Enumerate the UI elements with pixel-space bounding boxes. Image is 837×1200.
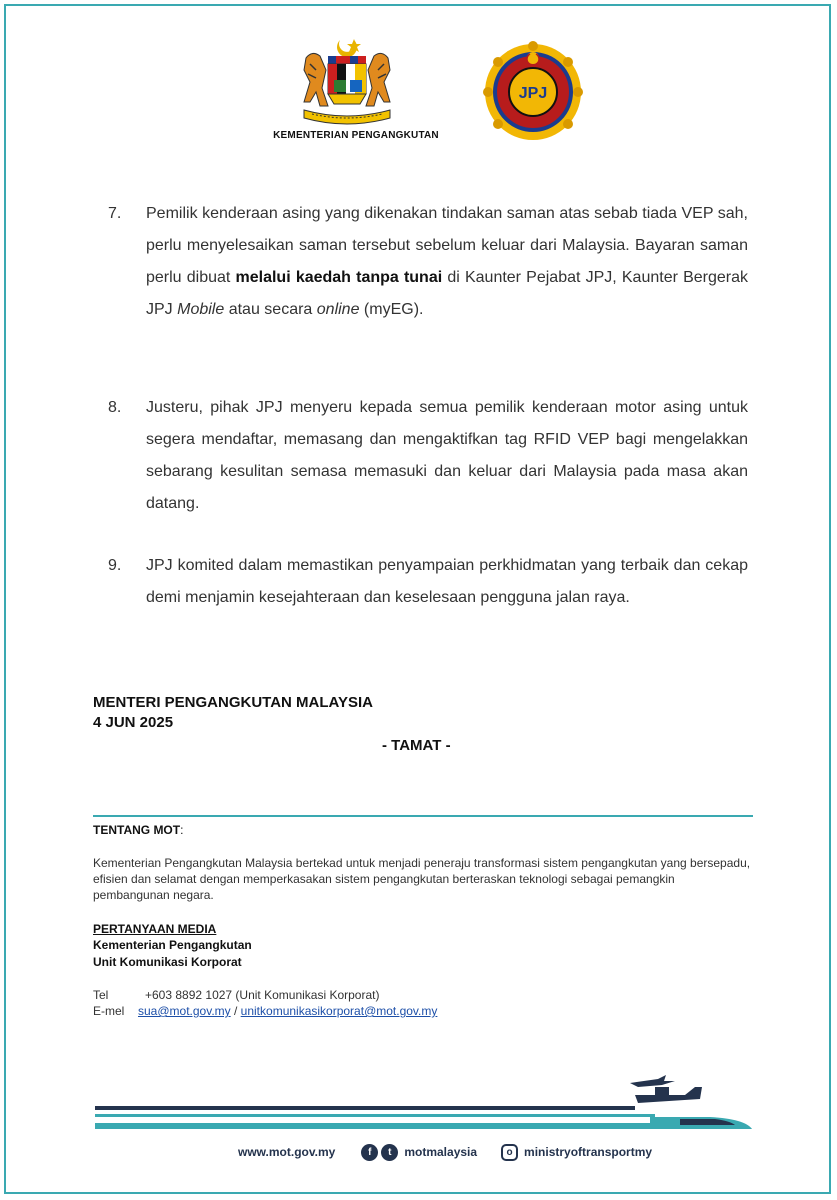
media-org: Kementerian Pengangkutan (93, 938, 252, 952)
tel-value: +603 8892 1027 (Unit Komunikasi Korporat) (145, 988, 380, 1002)
about-title: TENTANG MOT: (93, 823, 184, 837)
paragraph-text: JPJ komited dalam memastikan penyampaian perkhidmatan yang terbaik dan cekap demi menjamin kesejahteraan dan keselesaan pengguna jalan raya. (146, 557, 748, 606)
paragraph-number: 7. (108, 205, 122, 222)
malaysia-coat-of-arms-icon (292, 36, 402, 128)
tel-row (93, 988, 379, 1002)
media-unit: Unit Komunikasi Korporat (93, 955, 242, 969)
paragraph-number: 8. (108, 399, 122, 416)
email-row: E-mel sua@mot.gov.my / unitkomunikasikorporat@mot.gov.my (93, 1004, 438, 1018)
instagram-icon[interactable]: o (501, 1144, 518, 1161)
paragraph-number: 9. (108, 557, 122, 574)
letterhead (0, 30, 837, 150)
end-marker: - TAMAT - (382, 737, 451, 754)
signature-title: MENTERI PENGANGKUTAN MALAYSIA (93, 694, 374, 711)
about-text: Kementerian Pengangkutan Malaysia bertekad untuk menjadi peneraju transformasi sistem pengangkutan yang bersepadu, efisien dan selamat dengan memperkasakan sistem pengangkutan berteraskan teknologi sebagai pemangkin pembangunan negara. (93, 856, 751, 902)
email-label: E-mel (93, 1004, 125, 1018)
facebook-icon[interactable]: f (361, 1144, 378, 1161)
paragraph-8 (108, 392, 748, 520)
instagram-handle[interactable]: ministryoftransportmy (524, 1145, 653, 1159)
media-title: PERTANYAAN MEDIA (93, 922, 217, 936)
section-divider (93, 815, 753, 817)
paragraph-9 (108, 550, 748, 614)
paragraph-text: Pemilik kenderaan asing yang dikenakan tindakan saman atas sebab tiada VEP sah, perlu menyelesaikan saman tersebut sebelum keluar dari Malaysia. Bayaran saman perlu dibuat melalui kaedah tanpa tunai di Kaunter Pejabat JPJ, Kaunter Bergerak JPJ Mobile atau secara online (myEG). (146, 205, 749, 318)
social-handle[interactable]: motmalaysia (404, 1145, 478, 1159)
tel-label: Tel (93, 988, 109, 1002)
twitter-icon[interactable]: t (381, 1144, 398, 1161)
bold-emphasis: melalui kaedah tanpa tunai (235, 269, 443, 286)
svg-text:JPJ: JPJ (518, 85, 548, 102)
signature-date: 4 JUN 2025 (93, 714, 174, 731)
paragraph-text: Justeru, pihak JPJ menyeru kepada semua pemilik kenderaan motor asing untuk segera mendaftar, memasang dan mengaktifkan tag RFID VEP bagi mengelakkan sebarang kesulitan semasa memasuki dan keluar dari Malaysia pada masa akan datang. (146, 399, 748, 512)
jpj-emblem-icon (478, 34, 588, 144)
signature-block (93, 693, 373, 733)
website-link[interactable]: www.mot.gov.my (238, 1145, 336, 1159)
paragraph-7 (108, 198, 748, 326)
ministry-name: KEMENTERIAN PENGANGKUTAN (273, 130, 439, 141)
email-link-sua[interactable]: sua@mot.gov.my (138, 1004, 231, 1018)
footer-links (238, 1141, 676, 1163)
transport-footer-graphic (90, 1075, 755, 1135)
email-link-ukk[interactable]: unitkomunikasikorporat@mot.gov.my (240, 1004, 438, 1018)
